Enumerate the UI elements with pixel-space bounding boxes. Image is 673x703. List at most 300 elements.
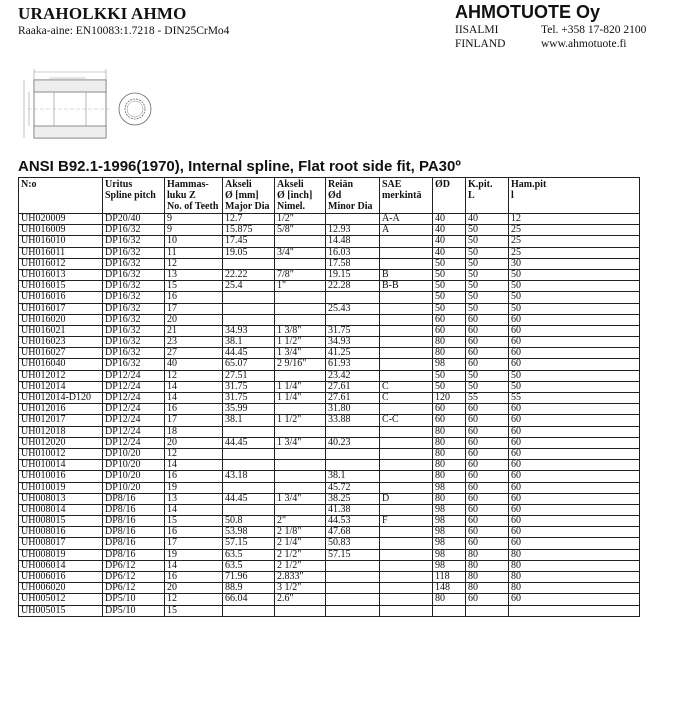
column-header-line: Ø [mm] xyxy=(225,190,259,201)
table-cell: 14.48 xyxy=(326,236,380,247)
table-cell: 60 xyxy=(509,426,640,437)
table-cell xyxy=(275,448,326,459)
table-cell: 2.6" xyxy=(275,594,326,605)
column-header-line: L xyxy=(468,190,475,201)
table-cell xyxy=(275,370,326,381)
column-header-line: Akseli xyxy=(225,179,252,190)
table-cell: 16 xyxy=(165,404,223,415)
table-cell: 60 xyxy=(509,325,640,336)
table-cell: 40 xyxy=(433,214,466,225)
table-cell xyxy=(223,482,275,493)
table-cell: 60 xyxy=(509,359,640,370)
table-cell: 60 xyxy=(433,314,466,325)
table-cell: 40 xyxy=(433,225,466,236)
table-cell: 60 xyxy=(466,527,509,538)
table-cell: 19 xyxy=(165,549,223,560)
table-cell xyxy=(223,426,275,437)
table-row xyxy=(19,269,640,280)
table-cell: 9 xyxy=(165,214,223,225)
column-header-line: K.pit. xyxy=(468,179,493,190)
table-cell: 12.93 xyxy=(326,225,380,236)
table-cell: 60 xyxy=(466,516,509,527)
table-cell xyxy=(275,471,326,482)
table-cell xyxy=(380,370,433,381)
table-cell: UH012014 xyxy=(19,381,103,392)
table-cell: 120 xyxy=(433,393,466,404)
table-cell xyxy=(326,448,380,459)
table-cell: 80 xyxy=(433,426,466,437)
table-cell: DP16/32 xyxy=(103,247,165,258)
table-cell: 50 xyxy=(466,225,509,236)
table-cell: UH016040 xyxy=(19,359,103,370)
table-cell: 44.45 xyxy=(223,437,275,448)
table-cell xyxy=(509,605,640,616)
table-row xyxy=(19,214,640,225)
table-cell: 50 xyxy=(466,269,509,280)
table-cell xyxy=(326,583,380,594)
table-cell: DP8/16 xyxy=(103,493,165,504)
table-cell: UH016012 xyxy=(19,258,103,269)
table-cell: DP16/32 xyxy=(103,325,165,336)
company-web[interactable]: www.ahmotuote.fi xyxy=(541,38,627,50)
table-cell: 60 xyxy=(466,415,509,426)
column-header-line: luku Z xyxy=(167,190,196,201)
column-header xyxy=(326,178,380,214)
column-header xyxy=(223,178,275,214)
table-cell: DP16/32 xyxy=(103,303,165,314)
table-cell: 1 1/2" xyxy=(275,415,326,426)
table-cell: UH016015 xyxy=(19,281,103,292)
column-header xyxy=(165,178,223,214)
table-cell: 2" xyxy=(275,516,326,527)
table-cell: UH010012 xyxy=(19,448,103,459)
table-cell: C xyxy=(380,393,433,404)
table-cell: 9 xyxy=(165,225,223,236)
table-cell: 60 xyxy=(466,314,509,325)
table-cell xyxy=(275,482,326,493)
table-cell: 60 xyxy=(466,594,509,605)
table-cell: 98 xyxy=(433,482,466,493)
section-title: ANSI B92.1-1996(1970), Internal spline, Flat root side fit, PA30º xyxy=(18,158,461,175)
table-cell xyxy=(223,303,275,314)
table-cell xyxy=(380,437,433,448)
table-cell: 50 xyxy=(466,258,509,269)
table-cell: 60 xyxy=(509,482,640,493)
table-cell: 25.4 xyxy=(223,281,275,292)
table-cell xyxy=(380,471,433,482)
table-cell xyxy=(380,448,433,459)
table-cell: 20 xyxy=(165,583,223,594)
spline-sleeve-drawing xyxy=(14,66,154,146)
table-cell: 57.15 xyxy=(326,549,380,560)
company-phone: Tel. +358 17-820 2100 xyxy=(541,24,647,36)
table-cell: UH012014-D120 xyxy=(19,393,103,404)
table-row xyxy=(19,460,640,471)
table-cell: 25 xyxy=(509,236,640,247)
column-header xyxy=(433,178,466,214)
table-cell: 13 xyxy=(165,269,223,280)
table-cell xyxy=(223,292,275,303)
table-cell: 60 xyxy=(509,471,640,482)
table-cell xyxy=(326,314,380,325)
table-cell: 50 xyxy=(433,281,466,292)
table-cell: 41.25 xyxy=(326,348,380,359)
material-subtitle: Raaka-aine: EN10083:1.7218 - DIN25CrMo4 xyxy=(18,25,230,37)
table-cell: DP12/24 xyxy=(103,426,165,437)
table-cell: 50 xyxy=(466,381,509,392)
table-cell: DP6/12 xyxy=(103,583,165,594)
table-cell: 50 xyxy=(509,281,640,292)
table-cell: 20 xyxy=(165,314,223,325)
table-cell: 15 xyxy=(165,605,223,616)
table-cell: 7/8" xyxy=(275,269,326,280)
table-row xyxy=(19,415,640,426)
table-cell xyxy=(223,258,275,269)
table-cell: 60 xyxy=(509,527,640,538)
table-cell xyxy=(275,605,326,616)
table-row xyxy=(19,337,640,348)
table-cell: UH016016 xyxy=(19,292,103,303)
table-cell: 44.53 xyxy=(326,516,380,527)
table-cell: 44.45 xyxy=(223,348,275,359)
table-row xyxy=(19,236,640,247)
table-cell: 50 xyxy=(466,303,509,314)
table-cell xyxy=(380,314,433,325)
table-cell: 27.51 xyxy=(223,370,275,381)
table-cell: 33.88 xyxy=(326,415,380,426)
column-header-line: merkintä xyxy=(382,190,422,201)
table-cell: UH020009 xyxy=(19,214,103,225)
table-cell xyxy=(380,572,433,583)
table-cell: 12 xyxy=(165,448,223,459)
company-country: FINLAND xyxy=(455,38,506,50)
table-cell: 50.83 xyxy=(326,538,380,549)
table-cell: 88.9 xyxy=(223,583,275,594)
table-cell: 25 xyxy=(509,247,640,258)
table-cell: 31.75 xyxy=(223,393,275,404)
table-row xyxy=(19,404,640,415)
table-cell: B-B xyxy=(380,281,433,292)
table-cell: 41.38 xyxy=(326,504,380,515)
table-cell: 17 xyxy=(165,538,223,549)
table-cell: UH016009 xyxy=(19,225,103,236)
table-cell: 61.93 xyxy=(326,359,380,370)
table-cell xyxy=(326,560,380,571)
table-row xyxy=(19,471,640,482)
table-cell: 12 xyxy=(165,594,223,605)
table-row xyxy=(19,381,640,392)
table-cell: UH010016 xyxy=(19,471,103,482)
table-cell: 25.43 xyxy=(326,303,380,314)
table-cell: 98 xyxy=(433,538,466,549)
column-header-line: Akseli xyxy=(277,179,304,190)
table-cell: 3 1/2" xyxy=(275,583,326,594)
table-cell: UH008016 xyxy=(19,527,103,538)
table-cell xyxy=(380,247,433,258)
table-cell: 5/8" xyxy=(275,225,326,236)
column-header-line: Spline pitch xyxy=(105,190,156,201)
table-row xyxy=(19,292,640,303)
table-cell: DP16/32 xyxy=(103,359,165,370)
table-cell: A-A xyxy=(380,214,433,225)
table-cell: 1 1/4" xyxy=(275,393,326,404)
table-cell: 50 xyxy=(466,236,509,247)
table-cell: 1 3/8" xyxy=(275,325,326,336)
table-cell: 50 xyxy=(433,258,466,269)
table-header-row xyxy=(19,178,640,214)
table-cell: UH008014 xyxy=(19,504,103,515)
table-cell xyxy=(380,460,433,471)
table-cell: 19 xyxy=(165,482,223,493)
table-row xyxy=(19,504,640,515)
table-cell: 50 xyxy=(509,381,640,392)
table-cell xyxy=(380,258,433,269)
table-cell: 3/4" xyxy=(275,247,326,258)
table-cell: C xyxy=(380,381,433,392)
table-cell: DP10/20 xyxy=(103,448,165,459)
table-cell: 98 xyxy=(433,359,466,370)
table-cell: 22.22 xyxy=(223,269,275,280)
table-cell: 1 3/4" xyxy=(275,348,326,359)
table-cell: 50 xyxy=(466,281,509,292)
table-cell: 45.72 xyxy=(326,482,380,493)
table-cell xyxy=(223,448,275,459)
table-cell: 27.61 xyxy=(326,393,380,404)
table-cell: 63.5 xyxy=(223,549,275,560)
table-cell: 60 xyxy=(509,448,640,459)
table-cell xyxy=(433,605,466,616)
company-city: IISALMI xyxy=(455,24,499,36)
table-cell: 19.15 xyxy=(326,269,380,280)
table-cell: DP12/24 xyxy=(103,415,165,426)
header-left xyxy=(18,4,229,37)
table-cell: 34.93 xyxy=(223,325,275,336)
table-cell: 13 xyxy=(165,493,223,504)
table-cell: DP12/24 xyxy=(103,404,165,415)
table-cell: 98 xyxy=(433,527,466,538)
table-cell: 60 xyxy=(466,482,509,493)
column-header xyxy=(103,178,165,214)
table-cell xyxy=(275,314,326,325)
table-cell: DP6/12 xyxy=(103,572,165,583)
table-cell: 80 xyxy=(466,583,509,594)
table-row xyxy=(19,516,640,527)
table-row xyxy=(19,437,640,448)
table-cell: 80 xyxy=(433,594,466,605)
table-cell: UH016017 xyxy=(19,303,103,314)
table-cell xyxy=(326,594,380,605)
table-cell: UH016013 xyxy=(19,269,103,280)
table-cell: 15.875 xyxy=(223,225,275,236)
column-header-line: Ød xyxy=(328,190,342,201)
table-cell: 60 xyxy=(509,314,640,325)
table-cell xyxy=(275,258,326,269)
table-cell: 60 xyxy=(509,337,640,348)
table-cell: DP12/24 xyxy=(103,381,165,392)
table-cell: 80 xyxy=(509,560,640,571)
table-cell: 80 xyxy=(433,448,466,459)
table-cell: 60 xyxy=(466,348,509,359)
table-cell: 23.42 xyxy=(326,370,380,381)
table-cell: DP16/32 xyxy=(103,314,165,325)
table-cell: 27.61 xyxy=(326,381,380,392)
column-header-line: No. of Teeth xyxy=(167,201,219,212)
table-cell: UH012017 xyxy=(19,415,103,426)
table-cell: 98 xyxy=(433,504,466,515)
table-cell: 60 xyxy=(509,404,640,415)
table-cell: 2 1/2" xyxy=(275,560,326,571)
table-cell: DP5/10 xyxy=(103,594,165,605)
table-row xyxy=(19,225,640,236)
table-cell: 71.96 xyxy=(223,572,275,583)
table-cell: DP5/10 xyxy=(103,605,165,616)
table-cell: DP10/20 xyxy=(103,460,165,471)
table-cell: 60 xyxy=(509,460,640,471)
table-cell: 16 xyxy=(165,292,223,303)
table-cell: 60 xyxy=(433,415,466,426)
table-cell: 80 xyxy=(433,471,466,482)
table-cell: 60 xyxy=(509,538,640,549)
table-cell: 50 xyxy=(433,292,466,303)
column-header-line: Major Dia xyxy=(225,201,270,212)
table-cell: UH016020 xyxy=(19,314,103,325)
table-cell: 38.1 xyxy=(223,337,275,348)
table-cell xyxy=(326,292,380,303)
company-name: AHMOTUOTE Oy xyxy=(455,2,601,22)
column-header-line: Minor Dia xyxy=(328,201,373,212)
column-header-line: Ø [inch] xyxy=(277,190,313,201)
table-cell: 80 xyxy=(466,572,509,583)
table-cell: 14 xyxy=(165,393,223,404)
table-cell: 50 xyxy=(509,292,640,303)
table-cell: 80 xyxy=(433,337,466,348)
column-header-line: Reiän xyxy=(328,179,353,190)
table-row xyxy=(19,605,640,616)
table-cell: 14 xyxy=(165,460,223,471)
table-cell xyxy=(223,460,275,471)
column-header-line xyxy=(21,190,100,201)
table-cell: UH008017 xyxy=(19,538,103,549)
column-header-line: ØD xyxy=(435,179,450,190)
table-cell: 12 xyxy=(165,258,223,269)
table-cell: 98 xyxy=(433,516,466,527)
table-cell: A xyxy=(380,225,433,236)
table-cell: 60 xyxy=(509,516,640,527)
table-cell: UH012018 xyxy=(19,426,103,437)
table-cell: 57.15 xyxy=(223,538,275,549)
table-cell xyxy=(380,404,433,415)
table-cell: 17.58 xyxy=(326,258,380,269)
table-row xyxy=(19,303,640,314)
table-cell: 16 xyxy=(165,527,223,538)
table-cell: D xyxy=(380,493,433,504)
table-row xyxy=(19,594,640,605)
table-cell: 40 xyxy=(433,236,466,247)
table-cell: 60 xyxy=(433,325,466,336)
column-header xyxy=(466,178,509,214)
table-row xyxy=(19,527,640,538)
table-cell: 16.03 xyxy=(326,247,380,258)
table-cell: 2.833" xyxy=(275,572,326,583)
table-cell: UH012012 xyxy=(19,370,103,381)
table-cell: 63.5 xyxy=(223,560,275,571)
table-cell: 17 xyxy=(165,303,223,314)
table-cell: 38.1 xyxy=(223,415,275,426)
table-cell: 60 xyxy=(466,426,509,437)
table-cell: 50 xyxy=(509,370,640,381)
table-cell xyxy=(380,426,433,437)
column-header xyxy=(275,178,326,214)
table-cell: DP10/20 xyxy=(103,482,165,493)
column-header xyxy=(380,178,433,214)
table-cell: F xyxy=(380,516,433,527)
table-cell xyxy=(380,504,433,515)
table-cell: DP8/16 xyxy=(103,538,165,549)
table-cell: 60 xyxy=(466,337,509,348)
table-cell: 43.18 xyxy=(223,471,275,482)
table-cell: DP16/32 xyxy=(103,236,165,247)
table-cell xyxy=(275,292,326,303)
table-cell: 17.45 xyxy=(223,236,275,247)
column-header-line: SAE xyxy=(382,179,402,190)
table-cell: DP16/32 xyxy=(103,348,165,359)
table-cell: 23 xyxy=(165,337,223,348)
table-cell xyxy=(380,348,433,359)
table-cell: 30 xyxy=(509,258,640,269)
table-cell: 55 xyxy=(466,393,509,404)
table-cell: 17 xyxy=(165,415,223,426)
table-cell xyxy=(275,426,326,437)
table-row xyxy=(19,247,640,258)
table-cell: 1 1/2" xyxy=(275,337,326,348)
table-cell: 60 xyxy=(466,471,509,482)
table-cell: 50.8 xyxy=(223,516,275,527)
table-cell: 20 xyxy=(165,437,223,448)
table-cell: UH006020 xyxy=(19,583,103,594)
table-cell: 98 xyxy=(433,549,466,560)
table-cell: 40.23 xyxy=(326,437,380,448)
column-header-line: Nimel. xyxy=(277,201,306,212)
table-cell: 80 xyxy=(466,560,509,571)
table-cell: 80 xyxy=(509,549,640,560)
table-cell: UH010019 xyxy=(19,482,103,493)
table-cell xyxy=(380,236,433,247)
table-cell: 66.04 xyxy=(223,594,275,605)
column-header-line: N:o xyxy=(21,179,37,190)
table-cell: 60 xyxy=(466,404,509,415)
table-cell: 60 xyxy=(466,460,509,471)
table-cell: 60 xyxy=(509,348,640,359)
table-cell: 50 xyxy=(433,303,466,314)
table-row xyxy=(19,393,640,404)
table-cell: 60 xyxy=(509,415,640,426)
table-cell: UH012016 xyxy=(19,404,103,415)
document-title: URAHOLKKI AHMO xyxy=(18,4,187,23)
table-cell: 2 1/8" xyxy=(275,527,326,538)
table-cell: 60 xyxy=(466,437,509,448)
table-cell: 80 xyxy=(433,460,466,471)
table-cell: UH016021 xyxy=(19,325,103,336)
table-cell xyxy=(275,460,326,471)
table-row xyxy=(19,572,640,583)
table-cell xyxy=(380,594,433,605)
table-cell: 50 xyxy=(433,269,466,280)
table-cell: 1 1/4" xyxy=(275,381,326,392)
table-row xyxy=(19,493,640,504)
table-cell: 2 1/2" xyxy=(275,549,326,560)
table-cell: DP8/16 xyxy=(103,549,165,560)
table-cell: DP10/20 xyxy=(103,471,165,482)
